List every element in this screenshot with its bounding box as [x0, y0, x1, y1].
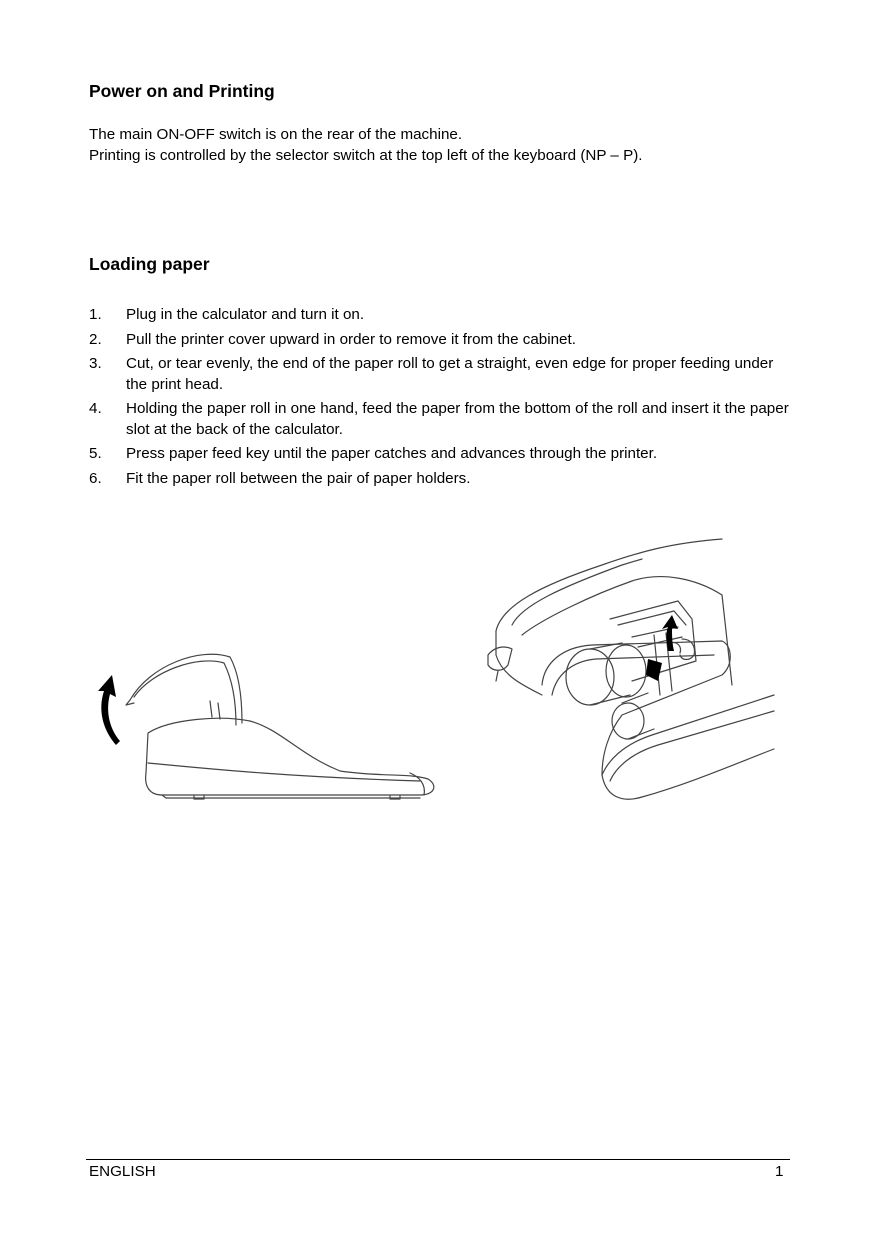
heading-loading-paper: Loading paper [89, 254, 210, 274]
paper-feeding-illustration [482, 535, 782, 805]
step-text: Holding the paper roll in one hand, feed the paper from the bottom of the roll and insert it the paper slot at the back of the calculator. [126, 400, 789, 438]
list-item [89, 469, 789, 490]
step-text: Plug in the calculator and turn it on. [126, 306, 365, 323]
step-text: Fit the paper roll between the pair of paper holders. [126, 469, 471, 487]
step-number: 1. [89, 306, 102, 323]
calculator-body [146, 718, 434, 795]
step-text: Pull the printer cover upward in order to remove it from the cabinet. [126, 330, 576, 348]
step-number: 6. [89, 469, 102, 487]
list-item [89, 399, 789, 440]
step-text: Cut, or tear evenly, the end of the paper roll to get a straight, even edge for proper feeding under the print head. [126, 355, 774, 393]
step-number: 5. [89, 445, 102, 462]
step-number: 3. [89, 355, 102, 372]
printer-cover-removal-illustration [90, 645, 440, 805]
step-text: Press paper feed key until the paper catches and advances through the printer. [126, 445, 658, 462]
paper-sheet [646, 659, 662, 681]
footer-divider [86, 1159, 790, 1160]
arrow-up-icon [98, 675, 120, 745]
list-item [89, 330, 789, 351]
page-number: 1 [775, 1163, 784, 1180]
list-item [89, 305, 789, 326]
loading-steps-list [89, 305, 789, 493]
list-item [89, 444, 789, 465]
power-switch-text: The main ON-OFF switch is on the rear of the machine. [89, 126, 463, 143]
list-item [89, 354, 789, 395]
heading-power-printing: Power on and Printing [89, 81, 275, 101]
printing-selector-text: Printing is controlled by the selector switch at the top left of the keyboard (NP – P). [89, 147, 643, 164]
footer-language: ENGLISH [89, 1163, 156, 1180]
step-number: 2. [89, 330, 102, 348]
step-number: 4. [89, 400, 102, 417]
arrow-up-icon [662, 615, 678, 651]
